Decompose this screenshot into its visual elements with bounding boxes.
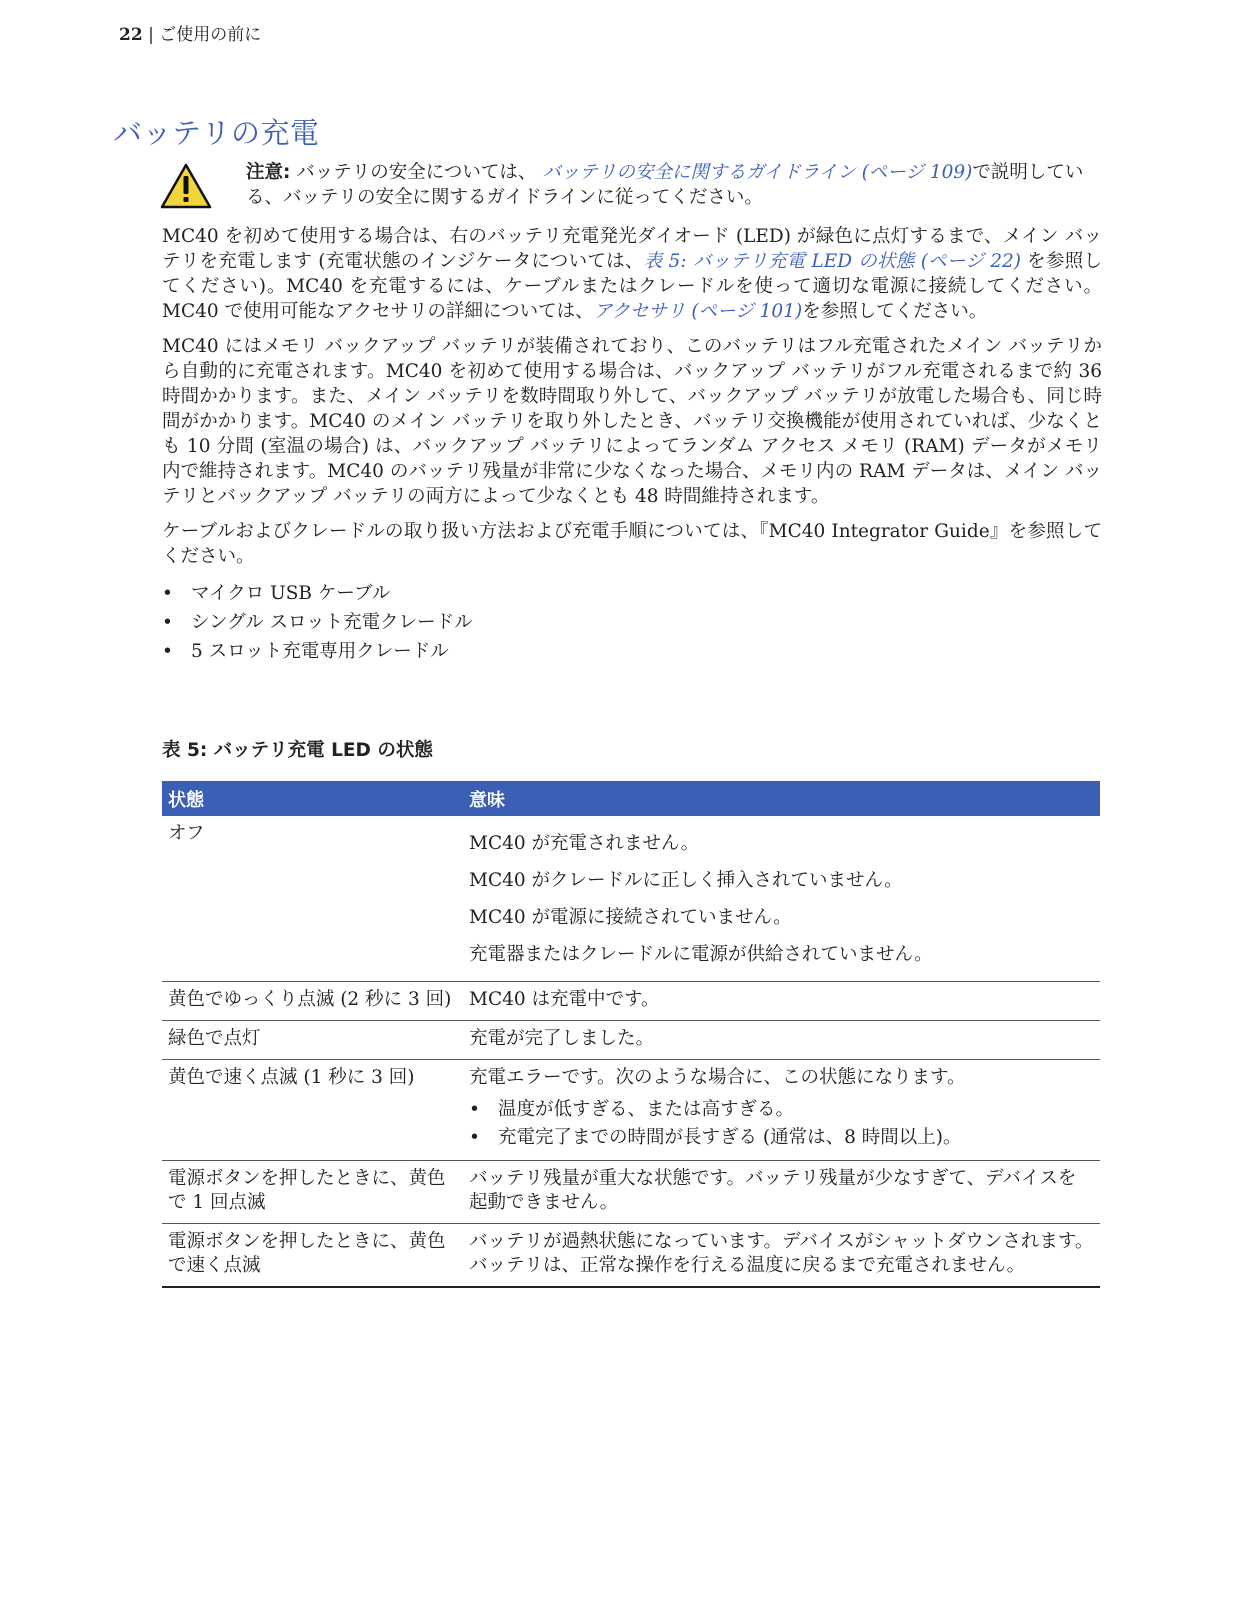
table-row	[162, 982, 1100, 1021]
column-header-meaning: 意味	[463, 781, 1100, 816]
paragraph-cable-cradle: ケーブルおよびクレードルの取り扱い方法および充電手順については、『MC40 Integrator Guide』を参照してください。	[162, 521, 1102, 567]
table5-link[interactable]: 表 5: バッテリ充電 LED の状態 (ページ 22)	[643, 251, 1022, 272]
header-separator: |	[148, 25, 154, 45]
list-item: • シングル スロット充電クレードル	[162, 608, 1102, 637]
meaning-cell	[463, 1060, 1100, 1161]
header-section: ご使用の前に	[159, 25, 262, 45]
section-title: バッテリの充電	[113, 116, 320, 150]
list-item: • 充電完了までの時間が長すぎる (通常は、8 時間以上)。	[469, 1124, 1094, 1152]
meaning-cell: 充電が完了しました。	[463, 1021, 1100, 1060]
meaning-text: 充電エラーです。次のような場合に、この状態になります。	[469, 1067, 966, 1088]
state-cell: 黄色でゆっくり点滅 (2 秒に 3 回)	[162, 982, 463, 1021]
para1-part1: MC40 を初めて使用する場合は、右のバッテリ充電発光ダイオード (LED) が緑色に点灯するまで、メイン バッテリを充電します (充電状態のインジケータについては、	[162, 226, 1102, 272]
table-caption: 表 5: バッテリ充電 LED の状態	[162, 740, 433, 761]
caution-label: 注意:	[246, 162, 291, 183]
caution-text-after: で説明している、バッテリの安全に関するガイドラインに従ってください。	[246, 162, 1084, 208]
page-header	[119, 20, 261, 45]
table-row	[162, 1060, 1100, 1161]
table-row	[162, 1224, 1100, 1288]
table-row	[162, 1021, 1100, 1060]
paragraph-backup-battery: MC40 にはメモリ バックアップ バッテリが装備されており、このバッテリはフル充電されたメイン バッテリから自動的に充電されます。MC40 を初めて使用する場合は、バックアップ バッテリがフル充電されるまで約 36 時間かかります。また、メイン バッテリを数時間取り外して、バックアップ バッテリが放電した場合も、同じ時間がかかります。MC40 のメイン バッテリを取り外したとき、バッテリ交換機能が使用されていれば、少なくとも 10 分間 (室温の場合) は、バックアップ バッテリによってランダム アクセス メモリ (RAM) データがメモリ内で維持されます。MC40 のバッテリ残量が非常に少なくなった場合、メモリ内の RAM データは、メイン バッテリとバックアップ バッテリの両方によって少なくとも 48 時間維持されます。	[162, 336, 1102, 507]
state-cell: 電源ボタンを押したときに、黄色で 1 回点滅	[162, 1161, 463, 1224]
caution-text	[246, 160, 1101, 210]
list-item: • 温度が低すぎる、または高すぎる。	[469, 1096, 1094, 1124]
state-cell: 黄色で速く点滅 (1 秒に 3 回)	[162, 1060, 463, 1161]
body-text	[162, 224, 1102, 666]
table-row	[162, 816, 1100, 982]
meaning-line: MC40 がクレードルに正しく挿入されていません。	[469, 870, 903, 891]
meaning-line: 充電器またはクレードルに電源が供給されていません。	[469, 944, 933, 965]
accessories-link[interactable]: アクセサリ (ページ 101)	[593, 301, 803, 322]
para1-part2: を参照してください)。MC40 を充電するには、ケーブルまたはクレードルを使って適切な電源に接続してください。MC40 で使用可能なアクセサリの詳細については、	[162, 251, 1102, 322]
error-condition-list	[469, 1096, 1094, 1152]
para1-part3: を参照してください。	[802, 301, 988, 322]
state-cell: 電源ボタンを押したときに、黄色で速く点滅	[162, 1224, 463, 1288]
page-number: 22	[119, 25, 143, 45]
battery-safety-link[interactable]: バッテリの安全に関するガイドライン (ページ 109)	[542, 162, 973, 183]
state-cell: 緑色で点灯	[162, 1021, 463, 1060]
caution-text-before: バッテリの安全については、	[290, 162, 543, 183]
meaning-cell: バッテリが過熱状態になっています。デバイスがシャットダウンされます。バッテリは、正常な操作を行える温度に戻るまで充電されません。	[463, 1224, 1100, 1288]
led-status-table	[162, 781, 1100, 1288]
column-header-state: 状態	[162, 781, 463, 816]
list-item: • 5 スロット充電専用クレードル	[162, 637, 1102, 666]
meaning-cell: バッテリ残量が重大な状態です。バッテリ残量が少なすぎて、デバイスを起動できません。	[463, 1161, 1100, 1224]
state-cell: オフ	[162, 816, 463, 982]
meaning-line: MC40 が電源に接続されていません。	[469, 907, 792, 928]
meaning-cell	[463, 816, 1100, 982]
warning-icon	[160, 163, 212, 209]
paragraph-charging-intro	[162, 224, 1102, 324]
meaning-line: MC40 が充電されません。	[469, 833, 700, 854]
table-header-row	[162, 781, 1100, 816]
list-item: • マイクロ USB ケーブル	[162, 579, 1102, 608]
meaning-cell: MC40 は充電中です。	[463, 982, 1100, 1021]
table-row	[162, 1161, 1100, 1224]
accessory-list	[162, 579, 1102, 666]
